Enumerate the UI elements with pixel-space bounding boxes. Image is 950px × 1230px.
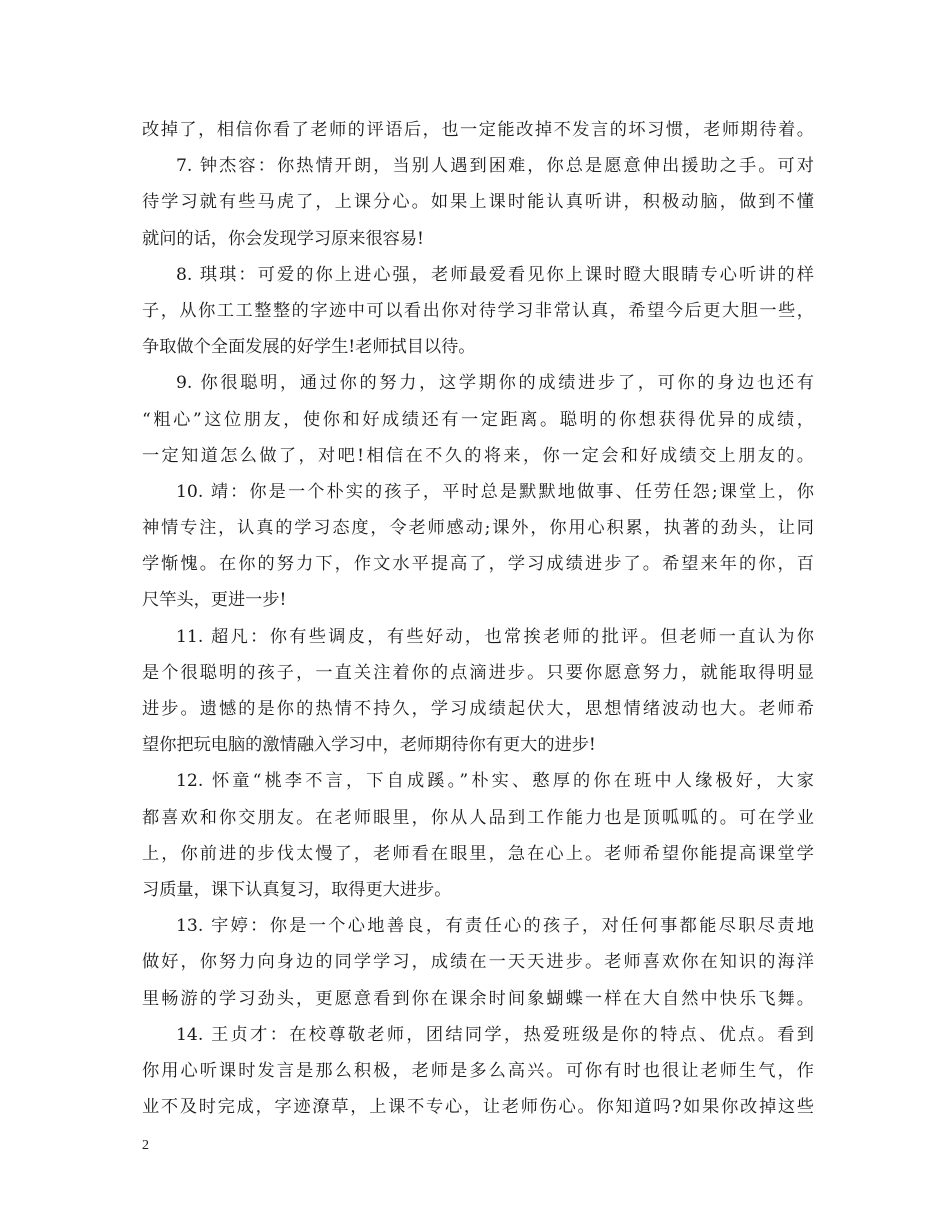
text-line: 里畅游的学习劲头，更愿意看到你在课余时间象蝴蝶一样在大自然中快乐飞舞。: [142, 988, 814, 1009]
text-line: 望你把玩电脑的激情融入学习中，老师期待你有更大的进步!: [142, 735, 596, 756]
document-body: [142, 112, 814, 1125]
text-line: “粗心”这位朋友，使你和好成绩还有一定距离。聪明的你想获得优异的成绩，: [142, 409, 814, 430]
text-line: 习质量，课下认真复习，取得更大进步。: [142, 879, 452, 900]
text-line: 业不及时完成，字迹潦草，上课不专心，让老师伤心。你知道吗?如果你改掉这些: [142, 1097, 814, 1118]
text-line: 就问的话，你会发现学习原来很容易!: [142, 228, 424, 249]
text-line: 11. 超凡：你有些调皮，有些好动，也常挨老师的批评。但老师一直认为你: [176, 626, 814, 647]
text-line: 7. 钟杰容：你热情开朗，当别人遇到困难，你总是愿意伸出援助之手。可对: [176, 156, 814, 177]
text-line: 待学习就有些马虎了，上课分心。如果上课时能认真听讲，积极动脑，做到不懂: [142, 192, 814, 213]
text-line: 一定知道怎么做了，对吧!相信在不久的将来，你一定会和好成绩交上朋友的。: [142, 445, 814, 466]
text-line: 10. 靖：你是一个朴实的孩子，平时总是默默地做事、任劳任怨;课堂上，你: [176, 481, 814, 502]
text-line: 进步。遗憾的是你的热情不持久，学习成绩起伏大，思想情绪波动也大。老师希: [142, 699, 814, 719]
text-line: 尺竿头，更进一步!: [142, 590, 287, 611]
text-line: 改掉了，相信你看了老师的评语后，也一定能改掉不发言的坏习惯，老师期待着。: [142, 120, 814, 140]
text-line: 争取做个全面发展的好学生!老师拭目以待。: [142, 337, 476, 358]
text-line: 学惭愧。在你的努力下，作文水平提高了，学习成绩进步了。希望来年的你，百: [142, 554, 814, 575]
text-line: 都喜欢和你交朋友。在老师眼里，你从人品到工作能力也是顶呱呱的。可在学业: [142, 807, 814, 828]
text-line: 你用心听课时发言是那么积极，老师是多么高兴。可你有时也很让老师生气，作: [142, 1060, 814, 1081]
text-line: 12. 怀童“桃李不言，下自成蹊。”朴实、憨厚的你在班中人缘极好，大家: [176, 771, 814, 792]
text-line: 神情专注，认真的学习态度，令老师感动;课外，你用心积累，执著的劲头，让同: [142, 518, 814, 539]
text-line: 14. 王贞才：在校尊敬老师，团结同学，热爱班级是你的特点、优点。看到: [176, 1024, 814, 1045]
text-line: 9. 你很聪明，通过你的努力，这学期你的成绩进步了，可你的身边也还有: [176, 373, 814, 394]
text-line: 子，从你工工整整的字迹中可以看出你对待学习非常认真，希望今后更大胆一些，: [142, 300, 814, 321]
text-line: 做好，你努力向身边的同学学习，成绩在一天天进步。老师喜欢你在知识的海洋: [142, 952, 814, 973]
text-line: 13. 宇婷：你是一个心地善良，有责任心的孩子，对任何事都能尽职尽责地: [176, 916, 814, 937]
text-line: 上，你前进的步伐太慢了，老师看在眼里，急在心上。老师希望你能提高课堂学: [142, 843, 814, 864]
text-line: 8. 琪琪：可爱的你上进心强，老师最爱看见你上课时瞪大眼睛专心听讲的样: [176, 264, 814, 285]
text-line: 是个很聪明的孩子，一直关注着你的点滴进步。只要你愿意努力，就能取得明显: [142, 662, 814, 683]
page-number: 2: [142, 1138, 149, 1153]
